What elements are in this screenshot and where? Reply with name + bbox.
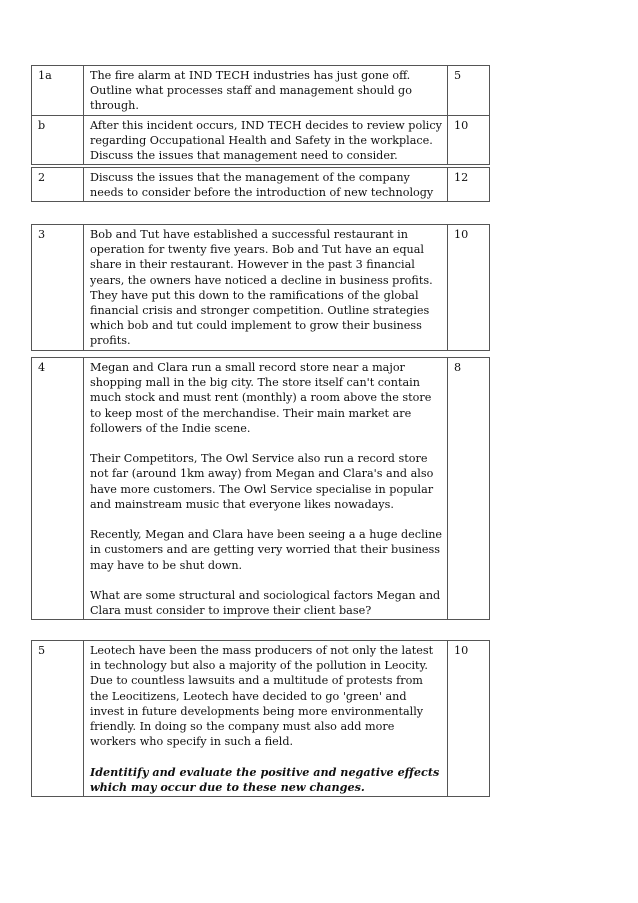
- question-4-table: [31, 357, 490, 620]
- question-row-2: [32, 168, 490, 202]
- question-3-table: [31, 224, 490, 351]
- question-row-5: [32, 641, 490, 797]
- question-number: 5: [32, 641, 84, 797]
- question-text: Discuss the issues that the management of the company needs to consider before the introduction of new technology: [84, 168, 448, 202]
- question-marks: 10: [448, 225, 490, 351]
- question-marks: 10: [448, 115, 490, 165]
- question-text: After this incident occurs, IND TECH decides to review policy regarding Occupational Health and Safety in the workplace. Discuss the issues that management need to consider.: [84, 115, 448, 165]
- question-1-table: [31, 65, 490, 165]
- question-text: [84, 358, 448, 620]
- question-text: The fire alarm at IND TECH industries has just gone off. Outline what processes staff and management should go through.: [84, 66, 448, 116]
- question-row-4: [32, 358, 490, 620]
- question-row-1b: [32, 115, 490, 165]
- question-number: 1a: [32, 66, 84, 116]
- question-paragraph: What are some structural and sociological factors Megan and Clara must consider to improve their client base?: [90, 589, 441, 618]
- question-number: 4: [32, 358, 84, 620]
- question-paragraph: Their Competitors, The Owl Service also run a record store not far (around 1km away) from Megan and Clara's and also have more customers. The Owl Service specialise in popular and mainstream music that everyone likes nowadays.: [90, 452, 434, 511]
- question-5-table: [31, 640, 490, 797]
- question-paragraph: Megan and Clara run a small record store near a major shopping mall in the big city. The store itself can't contain much stock and must rent (monthly) a room above the store to keep most of the merchandise. Their main market are followers of the Indie scene.: [90, 361, 432, 435]
- question-row-3: [32, 225, 490, 351]
- question-text: [84, 641, 448, 797]
- question-row-1a: [32, 66, 490, 116]
- question-text: Bob and Tut have established a successful restaurant in operation for twenty five years. Bob and Tut have an equal share in their restaurant. However in the past 3 financial years, the owners have noticed a decline in business profits. They have put this down to the ramifications of the global financial crisis and stronger competition. Outline strategies which bob and tut could implement to grow their business profits.: [84, 225, 448, 351]
- question-marks: 8: [448, 358, 490, 620]
- question-marks: 5: [448, 66, 490, 116]
- question-number: 2: [32, 168, 84, 202]
- question-task: Identitify and evaluate the positive and negative effects which may occur due to these new changes.: [90, 764, 440, 794]
- question-marks: 12: [448, 168, 490, 202]
- question-2-table: [31, 167, 490, 202]
- question-number: b: [32, 115, 84, 165]
- question-number: 3: [32, 225, 84, 351]
- question-marks: 10: [448, 641, 490, 797]
- question-paragraph: Leotech have been the mass producers of not only the latest in technology but also a majority of the pollution in Leocity. Due to countless lawsuits and a multitude of protests from the Leocitizens, Leotech have decided to go 'green' and invest in future developments being more environmentally friendly. In doing so the company must also add more workers who specify in such a field.: [90, 644, 434, 749]
- question-paragraph: Recently, Megan and Clara have been seeing a a huge decline in customers and are getting very worried that their business may have to be shut down.: [90, 528, 443, 572]
